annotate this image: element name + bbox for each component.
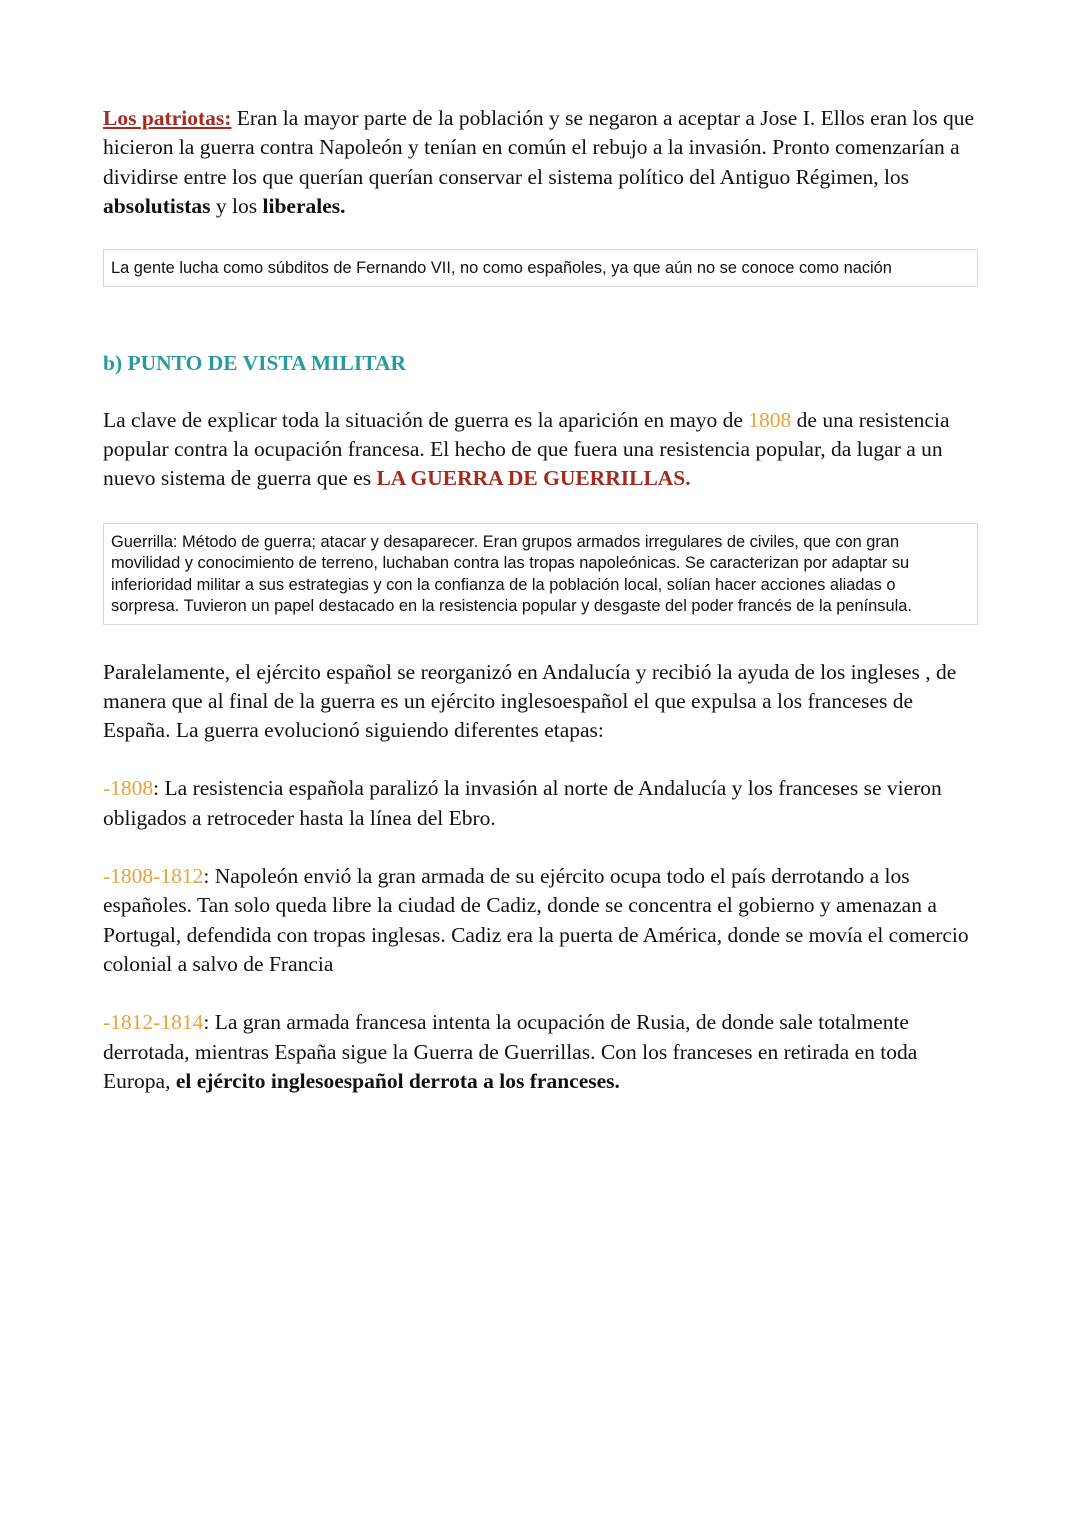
- liberales-term: liberales.: [262, 193, 346, 218]
- stage-1808-period: 1808: [110, 776, 154, 801]
- patriotas-label: Los patriotas:: [103, 106, 232, 130]
- militar-text-2: de una resistencia popular contra la ocupación francesa. El hecho de que fuera una resistencia popular, da lugar a un nuevo sistema de guerra que es: [103, 407, 950, 491]
- stage-1808-text: : La resistencia española paralizó la invasión al norte de Andalucía y los franceses se vieron obligados a retroceder hasta la línea del Ebro.: [103, 776, 942, 830]
- note-box-guerrilla: [103, 523, 978, 625]
- patriotas-text-1: Eran la mayor parte de la población y se negaron a aceptar a Jose I. Ellos eran los que hicieron la guerra contra Napoleón y tenían en común el rebujo a la invasión. Pronto comenzarían a dividirse entre los que querían querían conservar el sistema político del Antiguo Régimen, los: [103, 106, 975, 189]
- paralelamente-paragraph: Paralelamente, el ejército español se reorganizó en Andalucía y recibió la ayuda de los ingleses , de manera que al final de la guerra es un ejército inglesoespañol el que expulsa a los franceses de España. La guerra evolucionó siguiendo diferentes etapas:: [103, 659, 957, 743]
- stage-1812-1814-dash: -: [103, 1010, 111, 1035]
- note-box-subditos: [103, 249, 978, 287]
- stage-1808-1812-text: : Napoleón envió la gran armada de su ejército ocupa todo el país derrotando a los españoles. Tan solo queda libre la ciudad de Cadiz, donde se concentra el gobierno y amenazan a Portugal, defendida con tropas inglesas. Cadiz era la puerta de América, donde se movía el comercio colonial a salvo de Francia: [103, 864, 969, 976]
- stage-1808: [103, 774, 978, 833]
- stage-1812-1814-text: : La gran armada francesa intenta la ocupación de Rusia, de donde sale totalmente derrotada, mientras España sigue la Guerra de Guerrillas. Con los franceses en retirada en toda Europa,: [103, 1010, 918, 1093]
- militar-year: 1808: [748, 407, 792, 432]
- guerrillas-highlight: LA GUERRA DE GUERRILLAS.: [376, 466, 691, 491]
- stage-1808-1812-dash: -: [103, 864, 111, 889]
- stage-1808-dash: -: [103, 776, 111, 801]
- stage-1812-1814-conclusion: el ejército inglesoespañol derrota a los franceses.: [175, 1068, 620, 1093]
- militar-paragraph: [103, 406, 978, 494]
- stage-1808-1812: [103, 862, 978, 979]
- note-text-subditos: La gente lucha como súbditos de Fernando VII, no como españoles, ya que aún no se conoce como nación: [111, 259, 892, 278]
- note-text-guerrilla: Guerrilla: Método de guerra; atacar y desaparecer. Eran grupos armados irregulares de civiles, que con gran movilidad y conocimiento de terreno, luchaban contra las tropas napoleónicas. Se caracterizan por adaptar su inferioridad militar a sus estrategias y con la confianza de la población local, solían hacer acciones aliadas o sorpresa. Tuvieron un papel destacado en la resistencia popular y desgaste del poder francés de la península.: [111, 532, 912, 616]
- stage-1808-1812-period: 1808-1812: [110, 864, 204, 889]
- militar-text-1: La clave de explicar toda la situación de guerra es la aparición en mayo de: [103, 407, 749, 432]
- patriotas-text-2: y los: [210, 193, 263, 218]
- document-page: [103, 104, 978, 1096]
- stage-1812-1814-period: 1812-1814: [110, 1010, 204, 1035]
- absolutistas-term: absolutistas: [103, 193, 211, 218]
- patriotas-paragraph: [103, 104, 978, 221]
- section-heading-militar: b) PUNTO DE VISTA MILITAR: [103, 350, 407, 375]
- stage-1812-1814: [103, 1008, 978, 1096]
